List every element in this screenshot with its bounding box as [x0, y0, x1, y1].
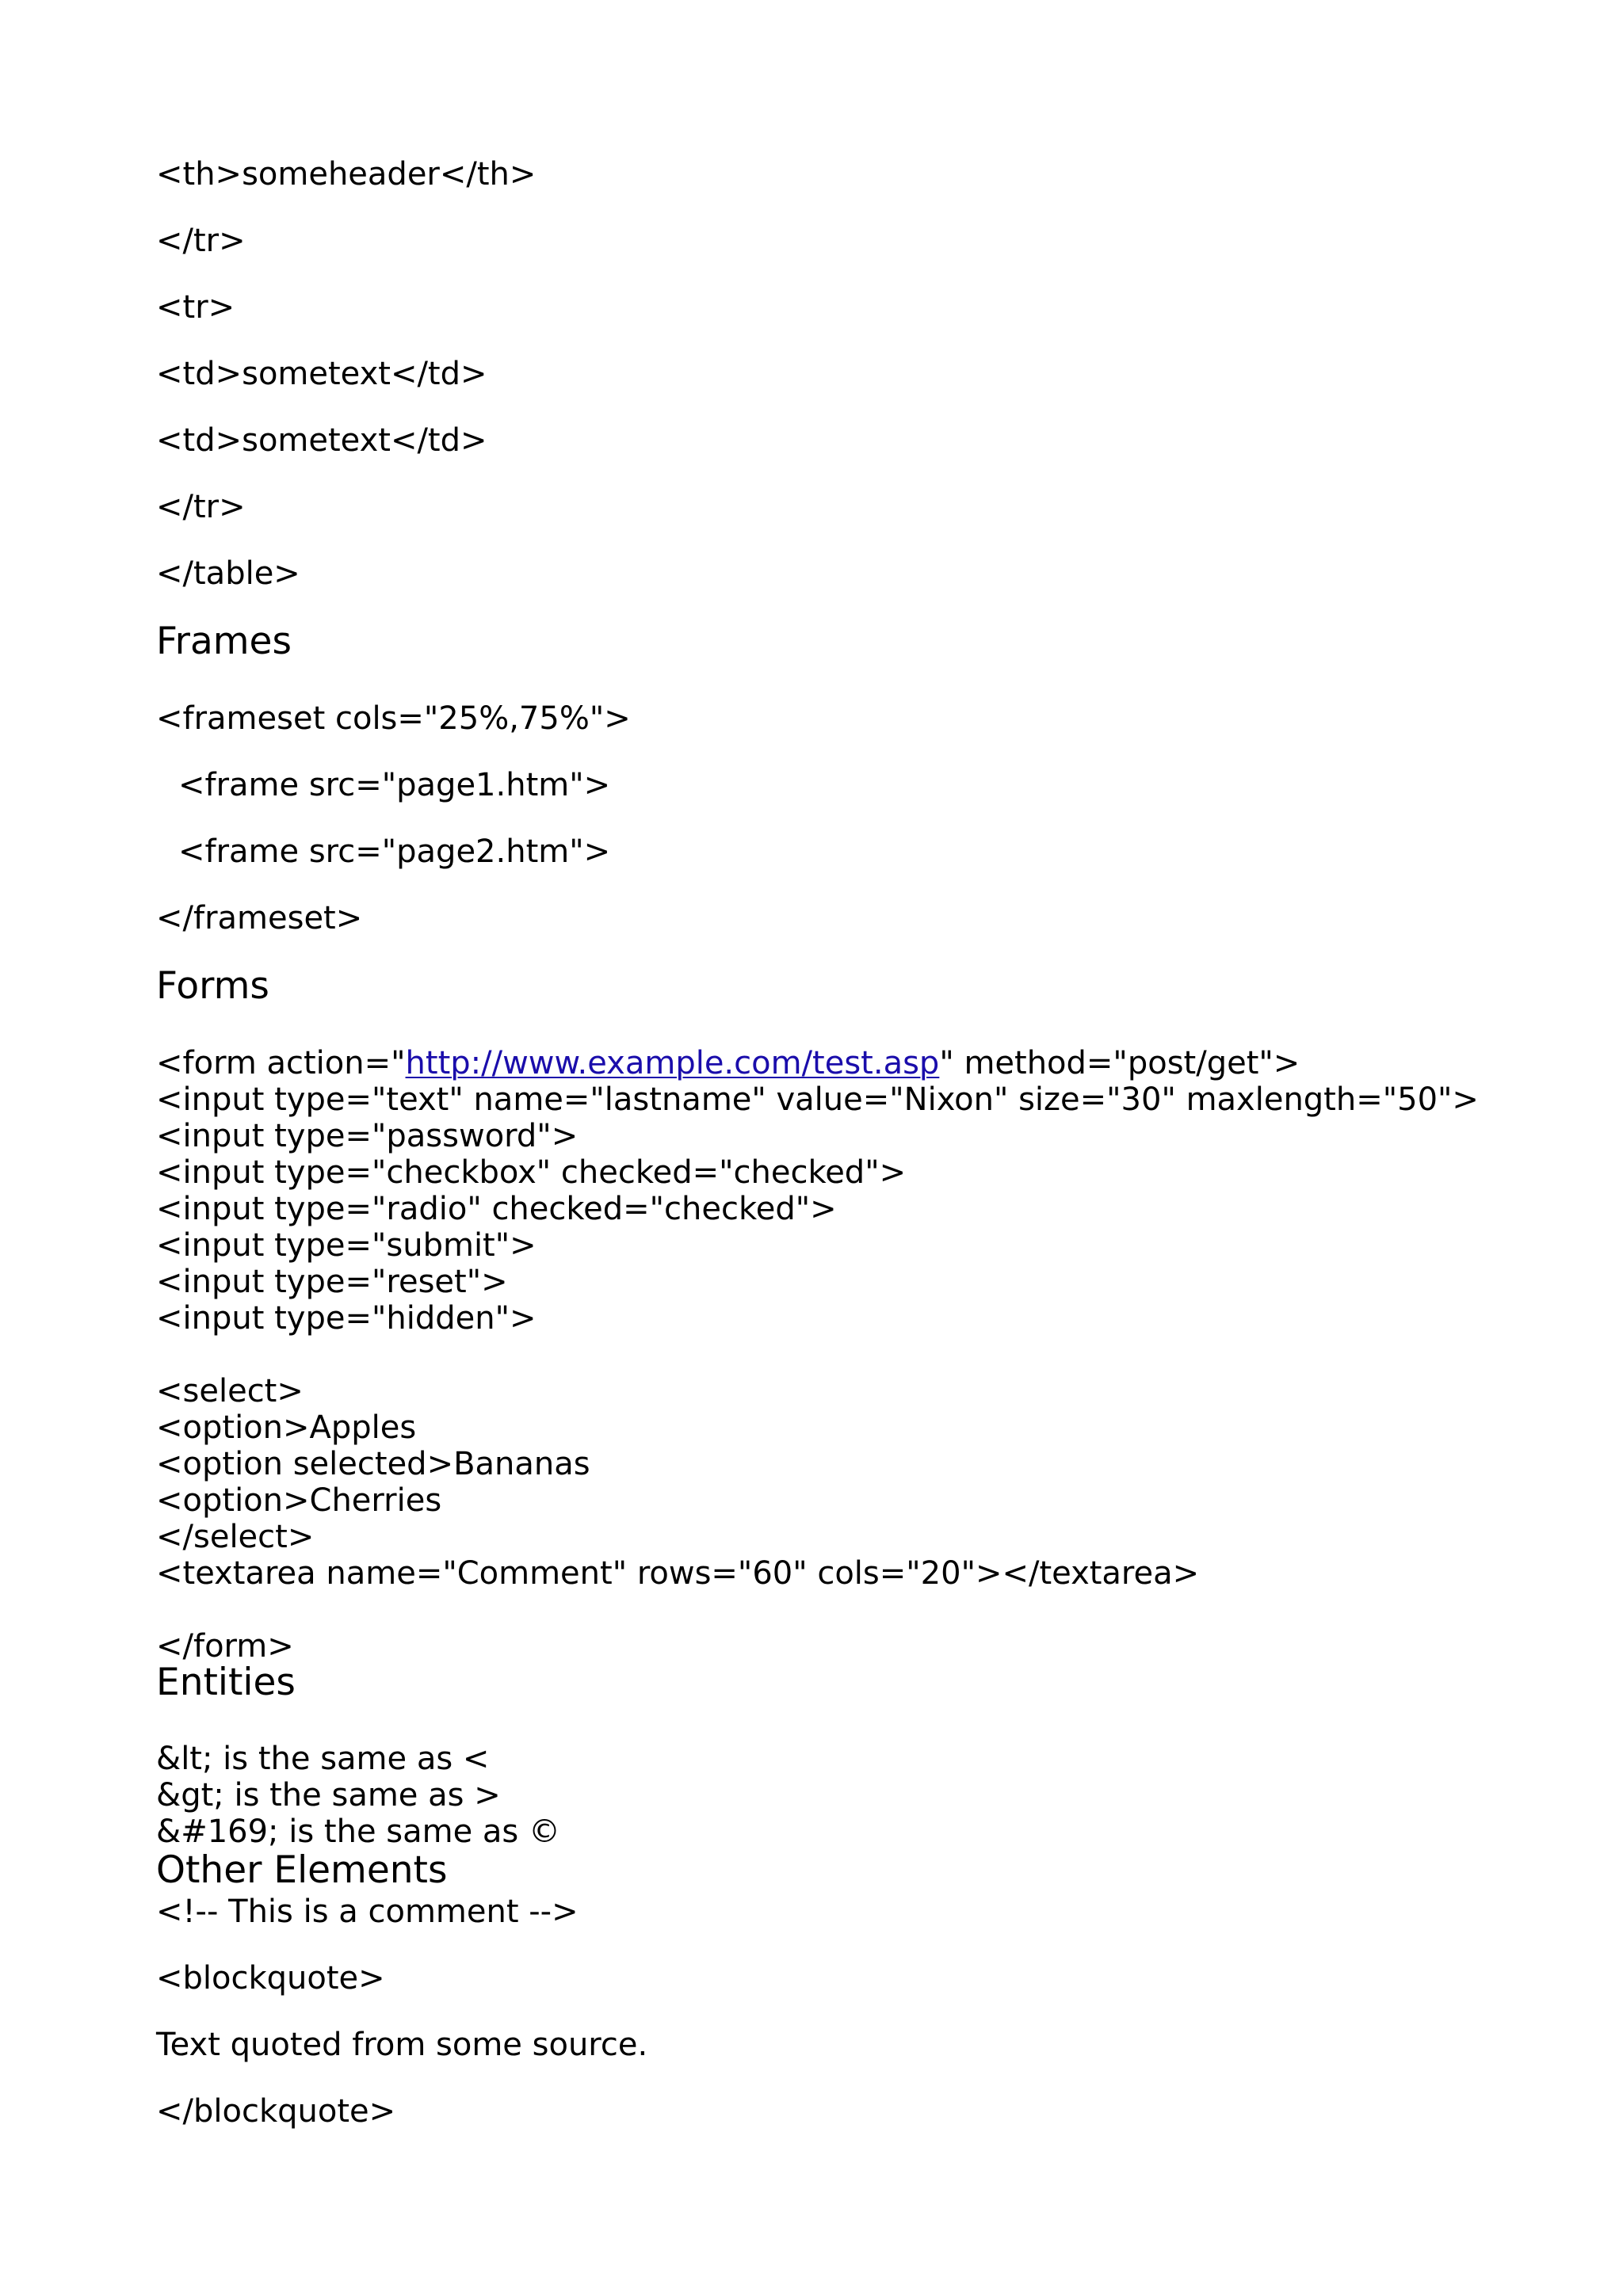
code-line: </tr> [156, 489, 246, 525]
body-text: Text quoted from some source. [156, 2027, 648, 2063]
code-line: <option selected>Bananas [156, 1446, 590, 1482]
code-line: &#169; is the same as © [156, 1814, 560, 1850]
code-line: <option>Cherries [156, 1482, 442, 1519]
code-line: <blockquote> [156, 1960, 385, 1997]
code-line: </blockquote> [156, 2093, 396, 2130]
code-line: <input type="radio" checked="checked"> [156, 1191, 837, 1227]
code-line: &lt; is the same as < [156, 1741, 490, 1777]
code-line: <input type="checkbox" checked="checked"> [156, 1154, 907, 1191]
code-line: <td>sometext</td> [156, 422, 487, 459]
section-heading-other-elements: Other Elements [156, 1848, 448, 1892]
code-line: <th>someheader</th> [156, 156, 537, 193]
code-line: </select> [156, 1519, 315, 1555]
code-line: <option>Apples [156, 1409, 417, 1446]
section-heading-frames: Frames [156, 620, 292, 663]
form-action-link[interactable]: http://www.example.com/test.asp [405, 1045, 940, 1081]
code-line-form-action [156, 1045, 1300, 1081]
code-line: <textarea name="Comment" rows="60" cols="20"></textarea> [156, 1555, 1200, 1592]
code-line: <td>sometext</td> [156, 356, 487, 392]
code-line: <!-- This is a comment --> [156, 1894, 579, 1930]
code-line: <frame src="page1.htm"> [178, 767, 611, 803]
code-line: </tr> [156, 223, 246, 259]
code-line: <select> [156, 1373, 304, 1409]
code-line: </form> [156, 1628, 294, 1665]
code-line: <input type="password"> [156, 1118, 579, 1154]
section-heading-forms: Forms [156, 964, 269, 1008]
code-line: <tr> [156, 289, 235, 326]
code-line: &gt; is the same as > [156, 1777, 501, 1814]
code-line: <input type="submit"> [156, 1227, 537, 1264]
code-text: <form action=" [156, 1045, 406, 1081]
code-line: <frameset cols="25%,75%"> [156, 700, 631, 737]
code-line: <frame src="page2.htm"> [178, 833, 611, 870]
code-line: <input type="text" name="lastname" value="Nixon" size="30" maxlength="50"> [156, 1081, 1479, 1118]
code-line: </frameset> [156, 900, 363, 936]
code-line: <input type="hidden"> [156, 1300, 537, 1337]
code-line: <input type="reset"> [156, 1264, 508, 1300]
section-heading-entities: Entities [156, 1661, 296, 1704]
code-text: " method="post/get"> [939, 1045, 1300, 1081]
code-line: </table> [156, 555, 300, 592]
